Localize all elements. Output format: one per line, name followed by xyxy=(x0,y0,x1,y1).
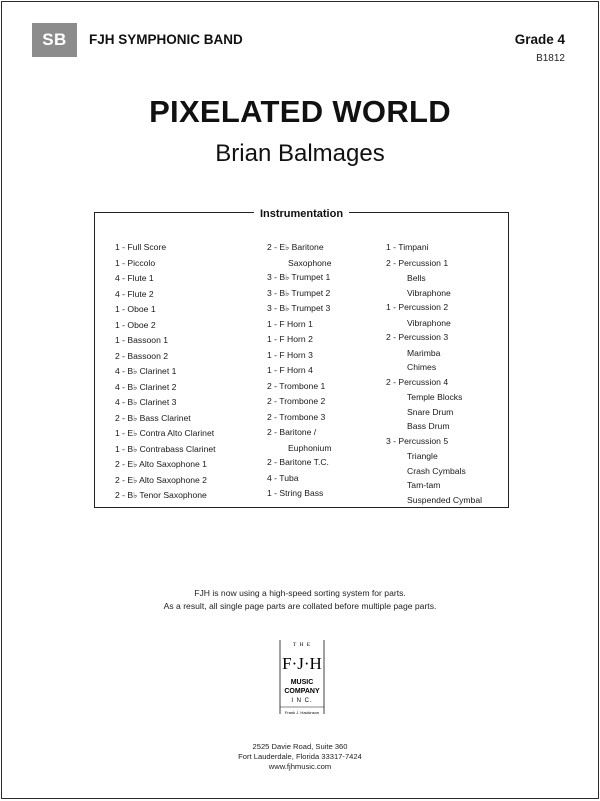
instrument-entry: 4 - B♭ Clarinet 2 xyxy=(115,381,177,392)
instrument-entry: 2 - Trombone 1 xyxy=(267,380,326,391)
series-badge: SB xyxy=(32,23,77,57)
instrument-entry: 4 - B♭ Clarinet 3 xyxy=(115,397,177,407)
percussion-instrument: Suspended Cymbal xyxy=(407,494,483,505)
instrument-entry: 2 - Baritone / xyxy=(267,427,317,437)
instrument-entry: 4 - Flute 1 xyxy=(115,273,154,283)
piece-title: PIXELATED WORLD xyxy=(149,94,451,129)
catalog-number: B1812 xyxy=(536,53,565,64)
logo-the: T H E xyxy=(292,642,312,648)
score-cover-page xyxy=(1,1,599,799)
notice-line-1: FJH is now using a high-speed sorting system for parts. xyxy=(194,588,406,598)
percussion-instrument: Snare Drum xyxy=(407,406,454,417)
percussion-instrument: Bells xyxy=(407,273,426,283)
instrument-entry: 1 - Full Score xyxy=(115,242,167,252)
logo-music: MUSIC xyxy=(290,679,314,686)
logo-inc: I N C. xyxy=(291,698,313,704)
instrument-entry: 1 - F Horn 3 xyxy=(267,349,313,360)
percussion-instrument: Temple Blocks xyxy=(407,392,463,402)
instrument-entry: 1 - E♭ Contra Alto Clarinet xyxy=(115,428,215,438)
instrument-entry: 1 - B♭ Contrabass Clarinet xyxy=(115,443,216,454)
instrument-entry-continuation: Saxophone xyxy=(288,257,332,268)
instrument-entry: 1 - Bassoon 1 xyxy=(115,335,169,345)
instrumentation-column-1 xyxy=(115,240,216,504)
instrument-entry: 3 - B♭ Trumpet 1 xyxy=(267,272,331,282)
instrumentation-heading: Instrumentation xyxy=(95,204,508,222)
instrument-entry: 2 - Baritone T.C. xyxy=(267,457,329,467)
address-website: www.fjhmusic.com xyxy=(268,762,332,771)
instrument-entry: 1 - Oboe 1 xyxy=(115,304,156,314)
instrument-entry: 4 - Flute 2 xyxy=(115,288,154,299)
instrument-entry: 1 - Piccolo xyxy=(115,257,156,268)
instrument-entry: 4 - B♭ Clarinet 1 xyxy=(115,366,177,376)
instrument-entry: 2 - Bassoon 2 xyxy=(115,350,169,361)
instrument-entry: 1 - F Horn 1 xyxy=(267,318,313,329)
instrument-entry: 1 - String Bass xyxy=(267,488,324,498)
instrument-entry: 4 - Tuba xyxy=(267,472,299,483)
instrument-entry: 2 - Percussion 1 xyxy=(386,257,449,268)
fjh-logo xyxy=(276,638,328,724)
instrument-entry: 1 - Timpani xyxy=(386,242,429,252)
percussion-instrument: Triangle xyxy=(407,451,438,461)
instrumentation-column-2 xyxy=(267,240,332,502)
percussion-instrument: Marimba xyxy=(407,347,441,358)
instrumentation-box xyxy=(94,208,509,508)
address-line-1: 2525 Davie Road, Suite 360 xyxy=(252,742,348,751)
logo-founder: Frank J. Hackinson xyxy=(284,710,320,715)
instrument-entry: 2 - E♭ Alto Saxophone 1 xyxy=(115,459,207,469)
instrument-entry: 3 - Percussion 5 xyxy=(386,435,449,446)
percussion-instrument: Vibraphone xyxy=(407,317,451,328)
percussion-instrument: Bass Drum xyxy=(407,421,450,431)
percussion-instrument: Tam-tam xyxy=(407,480,441,490)
notice-line-2: As a result, all single page parts are collated before multiple page parts. xyxy=(163,601,437,611)
logo-company: COMPANY xyxy=(284,688,320,695)
logo-letters: F·J·H xyxy=(282,654,322,673)
publisher-address xyxy=(2,742,598,772)
percussion-instrument: Vibraphone xyxy=(407,287,451,298)
instrument-entry: 1 - Percussion 2 xyxy=(386,302,449,312)
address-line-2: Fort Lauderdale, Florida 33317-7424 xyxy=(238,752,362,761)
instrument-entry: 2 - Trombone 3 xyxy=(267,411,326,422)
instrument-entry: 2 - B♭ Bass Clarinet xyxy=(115,412,191,423)
instrument-entry: 2 - Percussion 3 xyxy=(386,332,449,342)
instrument-entry: 3 - B♭ Trumpet 2 xyxy=(267,287,331,298)
instrument-entry: 2 - E♭ Alto Saxophone 2 xyxy=(115,474,207,485)
sorting-notice xyxy=(2,587,598,613)
instrument-entry: 2 - B♭ Tenor Saxophone xyxy=(115,490,207,500)
instrument-entry: 3 - B♭ Trumpet 3 xyxy=(267,303,331,313)
instrument-entry-continuation: Euphonium xyxy=(288,442,332,453)
grade-label: Grade 4 xyxy=(514,32,565,47)
instrument-entry: 1 - F Horn 4 xyxy=(267,365,313,375)
instrument-entry: 1 - F Horn 2 xyxy=(267,334,313,344)
instrumentation-column-3 xyxy=(386,240,482,507)
percussion-instrument: Crash Cymbals xyxy=(407,465,466,476)
percussion-instrument: Chimes xyxy=(407,362,437,372)
composer-name: Brian Balmages xyxy=(215,140,385,167)
series-name: FJH SYMPHONIC BAND xyxy=(89,32,243,47)
instrument-entry: 2 - Percussion 4 xyxy=(386,376,449,387)
instrument-entry: 2 - Trombone 2 xyxy=(267,396,326,406)
instrument-entry: 2 - E♭ Baritone xyxy=(267,242,324,252)
instrument-entry: 1 - Oboe 2 xyxy=(115,319,156,330)
